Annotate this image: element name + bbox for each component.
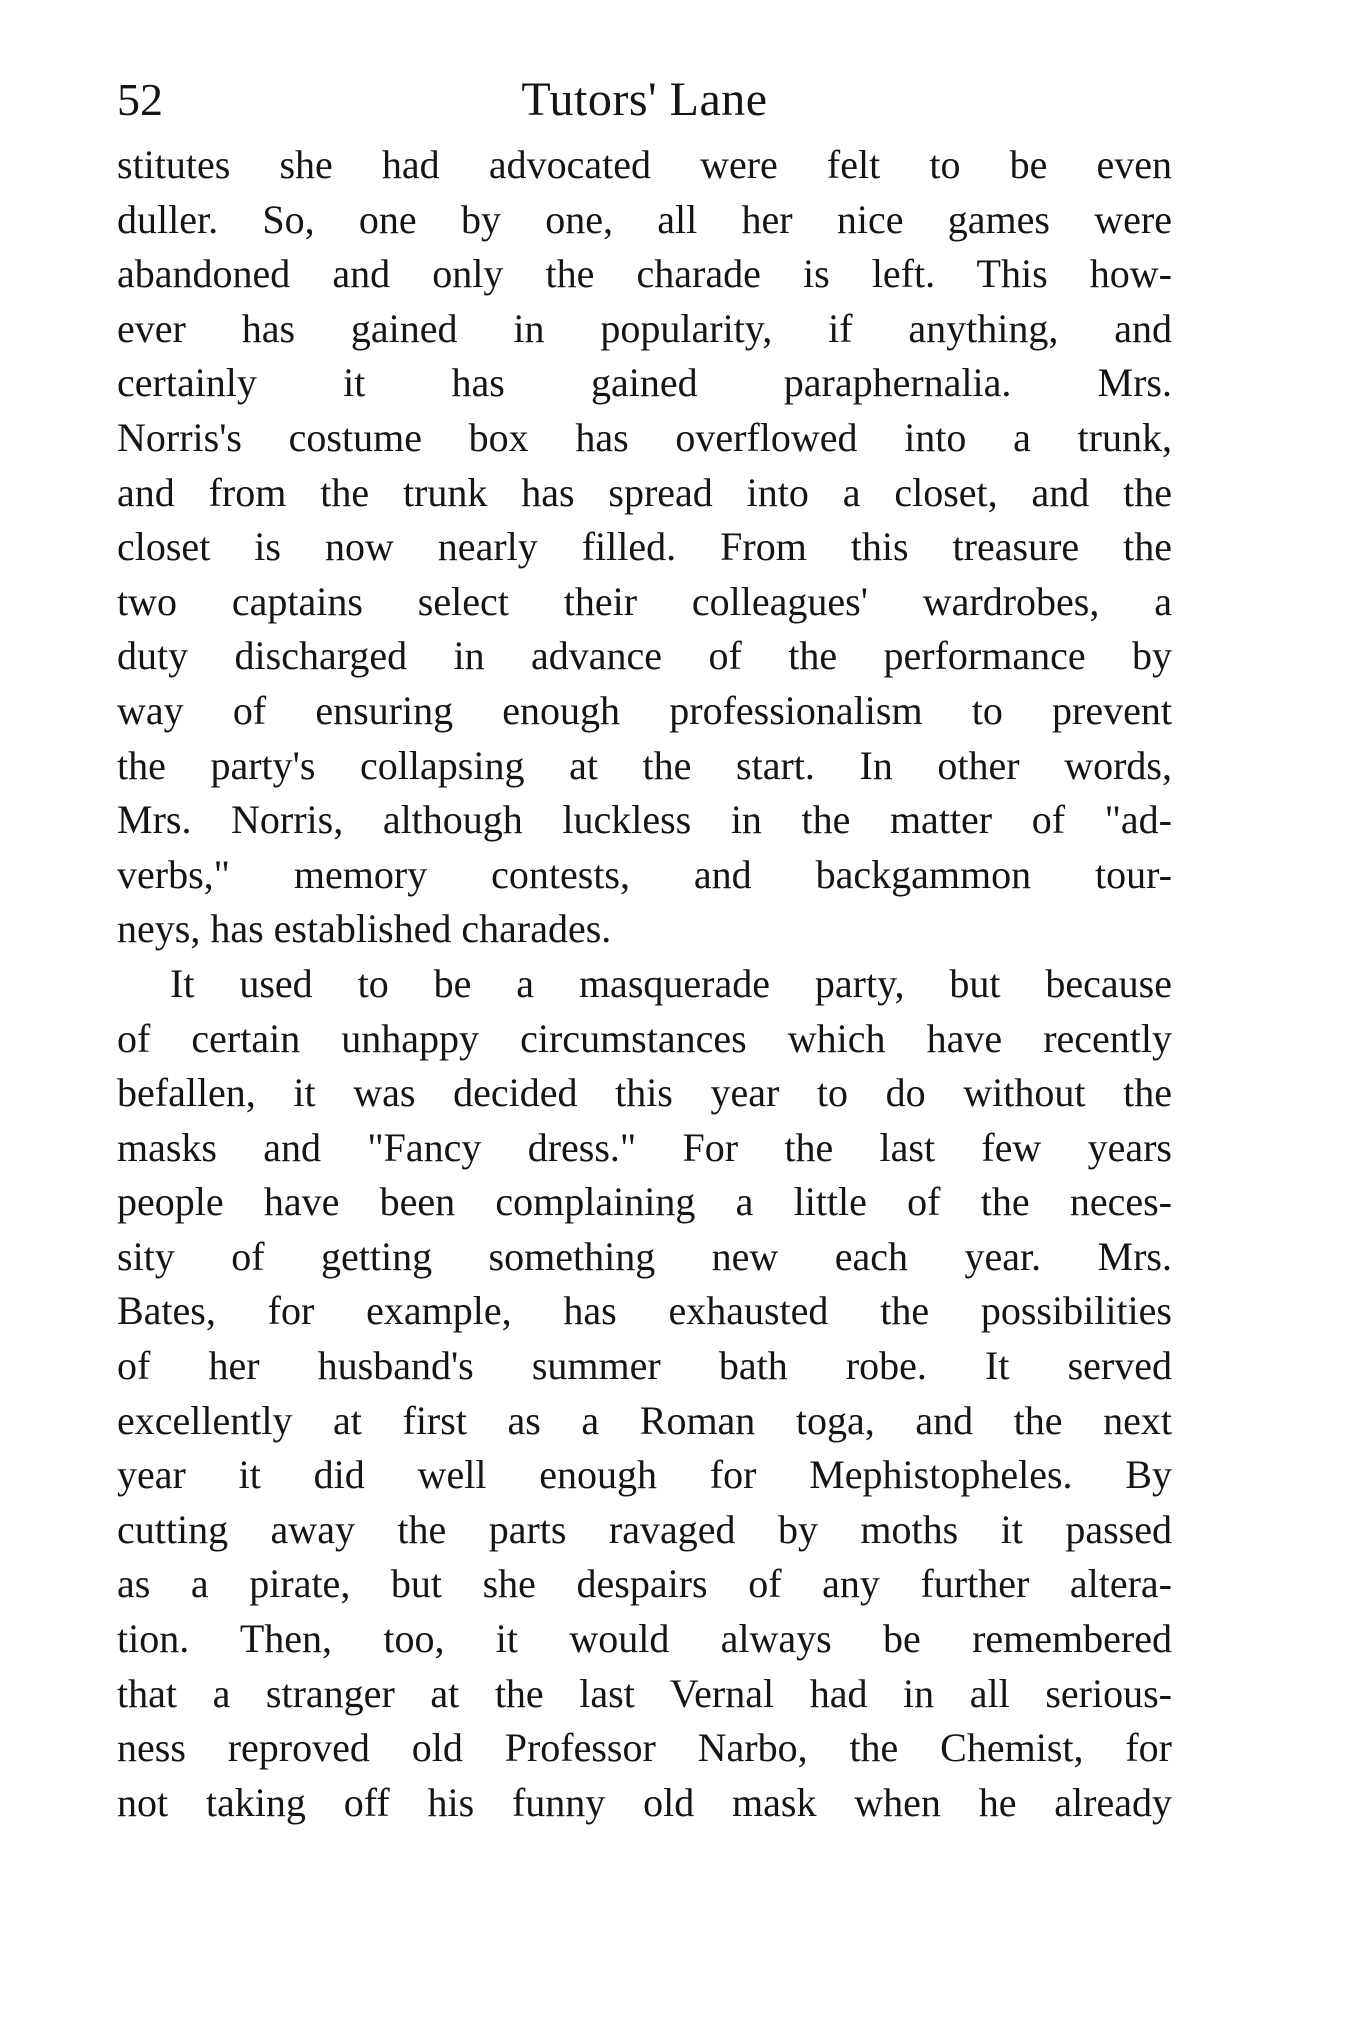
text-line: certainly it has gained paraphernalia. Mrs. [117,360,1172,406]
text-line: Bates, for example, has exhausted the possibilities [117,1288,1172,1334]
text-line: befallen, it was decided this year to do without the [117,1070,1172,1116]
text-line: people have been complaining a little of the neces- [117,1179,1172,1225]
text-line: that a stranger at the last Vernal had in all serious- [117,1670,1172,1716]
text-line: ever has gained in popularity, if anything, and [117,305,1172,351]
running-title: Tutors' Lane [521,73,768,126]
text-line: stitutes she had advocated were felt to be even [117,142,1172,187]
body-text [117,138,1172,1830]
text-line: Mrs. Norris, although luckless in the matter of "ad- [117,797,1172,843]
text-line: excellently at first as a Roman toga, and the next [117,1397,1172,1443]
text-line: way of ensuring enough professionalism to prevent [117,687,1172,733]
text-line: ness reproved old Professor Narbo, the Chemist, for [117,1725,1172,1771]
text-line: neys, has established charades. [117,906,612,952]
text-line: of certain unhappy circumstances which have recently [117,1015,1172,1061]
text-line: duty discharged in advance of the performance by [117,633,1172,679]
text-line: abandoned and only the charade is left. This how- [117,251,1172,297]
text-line: tion. Then, too, it would always be remembered [117,1616,1172,1662]
text-line: sity of getting something new each year. Mrs. [117,1233,1172,1279]
text-line: verbs," memory contests, and backgammon tour- [117,851,1172,897]
text-line: masks and "Fancy dress." For the last few years [117,1124,1172,1170]
running-head [117,70,1172,130]
text-line: and from the trunk has spread into a closet, and the [117,469,1172,515]
text-line: Norris's costume box has overflowed into a trunk, [117,414,1172,460]
text-line: It used to be a masquerade party, but because [170,960,1172,1006]
text-line: cutting away the parts ravaged by moths it passed [117,1506,1172,1552]
text-line: as a pirate, but she despairs of any further altera- [117,1561,1172,1607]
text-line: closet is now nearly filled. From this treasure the [117,524,1172,570]
paragraph-1 [117,138,1172,957]
paragraph-2 [117,957,1172,1831]
text-line: not taking off his funny old mask when he already [117,1779,1172,1825]
page-number: 52 [117,74,163,125]
text-line: of her husband's summer bath robe. It served [117,1343,1172,1389]
text-line: two captains select their colleagues' wardrobes, a [117,578,1172,624]
text-line: duller. So, one by one, all her nice games were [117,196,1172,242]
text-line: year it did well enough for Mephistopheles. By [117,1452,1172,1498]
text-line: the party's collapsing at the start. In other words, [117,742,1172,788]
